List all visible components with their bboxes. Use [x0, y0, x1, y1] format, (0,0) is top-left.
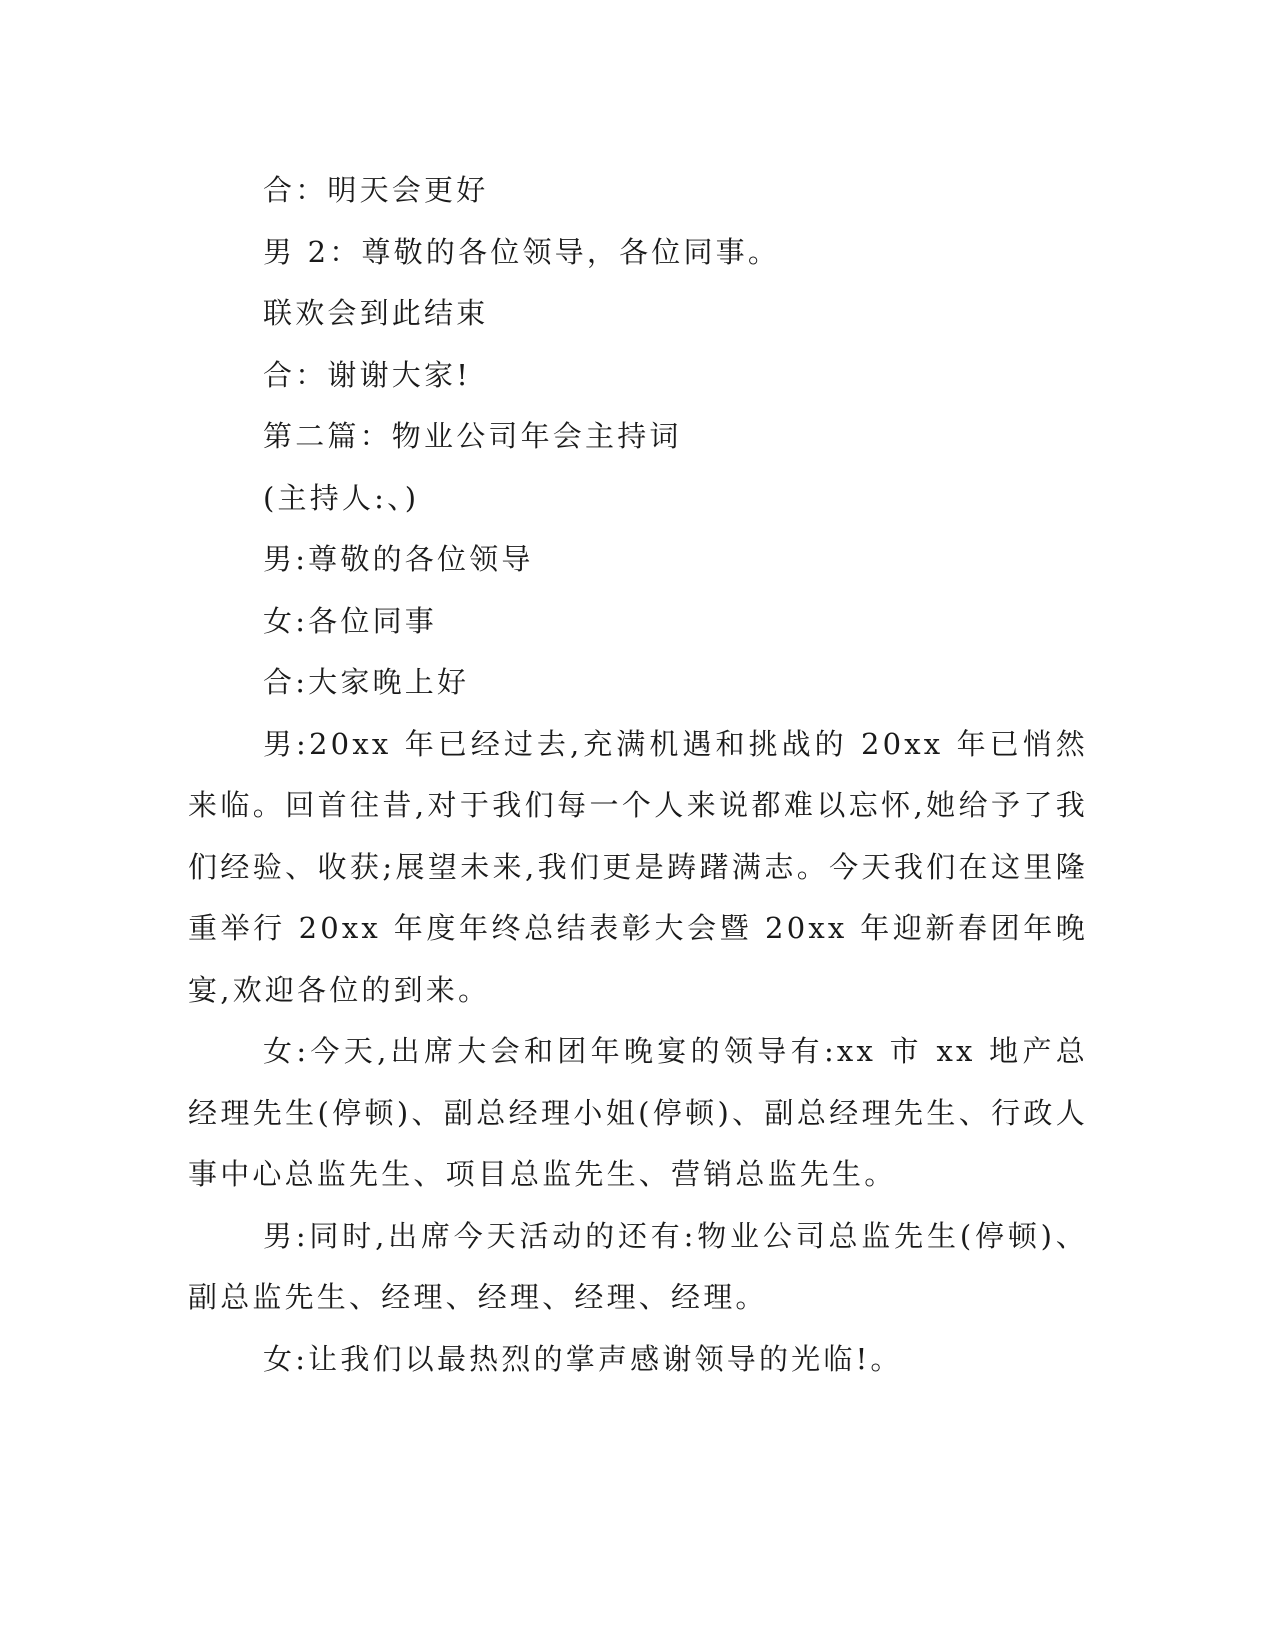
- dialogue-line: 合：谢谢大家!: [263, 357, 472, 392]
- body-paragraph: 男:同时,出席今天活动的还有:物业公司总监先生(停顿)、副总监先生、经理、经理、经理、经理。: [188, 1218, 1088, 1314]
- body-paragraph: 男:20xx 年已经过去,充满机遇和挑战的 20xx 年已悄然来临。回首往昔,对于我们每一个人来说都难以忘怀,她给予了我们经验、收获;展望未来,我们更是踌躇满志。今天我们在这里隆重举行 20xx 年度年终总结表彰大会暨 20xx 年迎新春团年晚宴,欢迎各位的到来。: [188, 726, 1088, 1007]
- document-body: [188, 160, 1088, 1390]
- dialogue-line: 合:大家晚上好: [263, 665, 470, 699]
- dialogue-line: 合：明天会更好: [263, 173, 489, 207]
- body-paragraph: 女:让我们以最热烈的掌声感谢领导的光临!。: [263, 1341, 903, 1376]
- host-note: (主持人:、): [263, 480, 420, 515]
- section-heading: 第二篇：物业公司年会主持词: [263, 419, 682, 453]
- dialogue-line: 女:各位同事: [263, 603, 437, 638]
- dialogue-line: 男 2：尊敬的各位领导，各位同事。: [263, 234, 781, 269]
- dialogue-line: 联欢会到此结束: [263, 296, 489, 330]
- dialogue-line: 男:尊敬的各位领导: [263, 542, 534, 576]
- body-paragraph: 女:今天,出席大会和团年晚宴的领导有:xx 市 xx 地产总经理先生(停顿)、副总经理小姐(停顿)、副总经理先生、行政人事中心总监先生、项目总监先生、营销总监先生。: [188, 1034, 1088, 1191]
